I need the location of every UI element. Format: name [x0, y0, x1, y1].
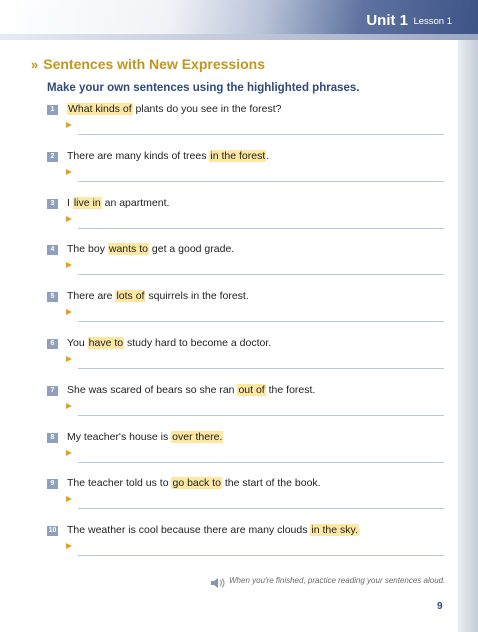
item-sentence: [67, 290, 249, 302]
highlighted-phrase: go back to: [172, 477, 221, 490]
answer-arrow-icon: [66, 262, 72, 268]
item-sentence: [67, 243, 234, 255]
sentence-before: The teacher told us to: [67, 477, 172, 490]
item-number: 2: [47, 152, 58, 162]
page-edge-shade: [456, 0, 478, 632]
sentence-before: There are many kinds of trees: [67, 149, 210, 162]
answer-arrow-icon: [66, 403, 72, 409]
answer-line[interactable]: [78, 555, 444, 556]
answer-line[interactable]: [78, 274, 444, 275]
item-number: 5: [47, 292, 58, 302]
highlighted-phrase: in the sky.: [311, 524, 358, 537]
item-sentence: [67, 384, 315, 396]
answer-line[interactable]: [78, 321, 444, 322]
highlighted-phrase: over there.: [172, 430, 223, 443]
page-number: 9: [437, 601, 443, 612]
exercise-item: [47, 291, 447, 331]
item-number: 4: [47, 245, 58, 255]
item-sentence: [67, 477, 321, 489]
sentence-before: I: [67, 196, 73, 209]
exercise-item: [47, 432, 447, 472]
item-sentence: [67, 337, 271, 349]
answer-arrow-icon: [66, 122, 72, 128]
highlighted-phrase: out of: [238, 383, 265, 396]
highlighted-phrase: What kinds of: [68, 103, 132, 115]
item-sentence: [67, 431, 223, 443]
sentence-after: an apartment.: [101, 196, 170, 209]
section-title-text: Sentences with New Expressions: [43, 56, 265, 72]
answer-line[interactable]: [78, 134, 444, 135]
highlighted-phrase: in the forest: [210, 149, 266, 162]
footer-note: When you're finished, practice reading your sentences aloud.: [229, 576, 446, 585]
item-number: 1: [47, 105, 58, 115]
sentence-before: You: [67, 337, 88, 349]
sentence-after: get a good grade.: [148, 243, 235, 256]
answer-arrow-icon: [66, 450, 72, 456]
item-number: 3: [47, 199, 58, 209]
answer-line[interactable]: [78, 462, 444, 463]
highlighted-phrase: live in: [73, 196, 101, 209]
sentence-after: squirrels in the forest.: [145, 290, 249, 303]
exercise-item: [47, 151, 447, 191]
item-sentence: [67, 524, 359, 536]
item-number: 8: [47, 433, 58, 443]
item-number: 10: [48, 527, 57, 535]
speaker-icon: [210, 578, 226, 588]
sentence-before: She was scared of bears so she ran: [67, 383, 238, 396]
highlighted-phrase: have to: [88, 337, 124, 349]
exercise-item: [47, 198, 447, 238]
sentence-after: plants do you see in the forest?: [132, 103, 282, 115]
sentence-after: the forest.: [265, 383, 316, 396]
exercise-item: [47, 338, 447, 378]
sentence-before: The weather is cool because there are many clouds: [67, 524, 311, 537]
exercise-item: [47, 478, 447, 518]
item-number: 7: [47, 386, 58, 396]
exercise-item: [47, 525, 447, 565]
sentence-before: There are: [67, 290, 116, 303]
item-sentence: [67, 103, 281, 115]
answer-arrow-icon: [66, 356, 72, 362]
highlighted-phrase: wants to: [108, 243, 148, 256]
answer-arrow-icon: [66, 496, 72, 502]
double-chevron-icon: »: [31, 57, 39, 72]
exercise-item: [47, 104, 447, 144]
answer-arrow-icon: [66, 309, 72, 315]
answer-arrow-icon: [66, 543, 72, 549]
answer-line[interactable]: [78, 415, 444, 416]
page-header: [0, 0, 478, 40]
unit-label: Unit 1: [366, 12, 408, 29]
answer-line[interactable]: [78, 181, 444, 182]
exercise-item: [47, 244, 447, 284]
exercise-item: [47, 385, 447, 425]
sentence-after: .: [266, 149, 270, 162]
answer-line[interactable]: [78, 368, 444, 369]
sentence-after: the start of the book.: [221, 477, 321, 490]
item-sentence: [67, 197, 169, 209]
answer-line[interactable]: [78, 228, 444, 229]
answer-arrow-icon: [66, 216, 72, 222]
sentence-after: study hard to become a doctor.: [124, 337, 272, 349]
item-number: 6: [47, 339, 58, 349]
section-title: [31, 56, 265, 72]
answer-line[interactable]: [78, 508, 444, 509]
lesson-label: Lesson 1: [413, 16, 452, 27]
answer-arrow-icon: [66, 169, 72, 175]
item-sentence: [67, 150, 269, 162]
sentence-before: The boy: [67, 243, 108, 256]
sentence-before: My teacher's house is: [67, 430, 172, 443]
highlighted-phrase: lots of: [116, 290, 145, 303]
item-number: 9: [47, 479, 58, 489]
instruction-text: Make your own sentences using the highlighted phrases.: [47, 82, 360, 94]
